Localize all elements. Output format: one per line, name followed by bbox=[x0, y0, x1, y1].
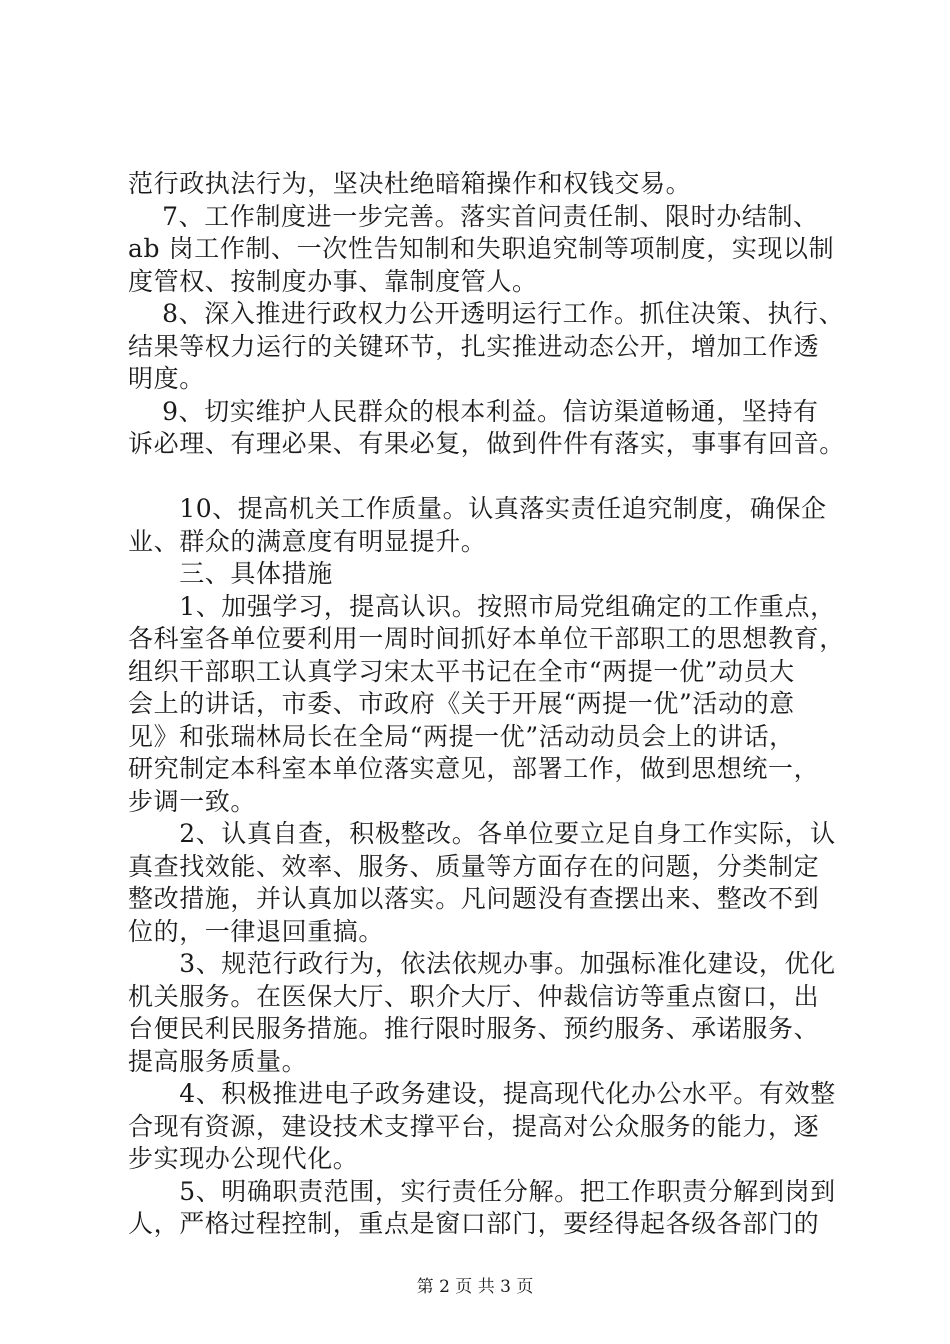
text-line: 7、工作制度进一步完善。落实首问责任制、限时办结制、 bbox=[128, 201, 819, 231]
text-line: 9、切实维护人民群众的根本利益。信访渠道畅通，坚持有 bbox=[128, 396, 819, 426]
text-line: 人，严格过程控制，重点是窗口部门，要经得起各级各部门的 bbox=[128, 1209, 820, 1238]
text-line: 步实现办公现代化。 bbox=[128, 1144, 359, 1173]
text-line: 5、明确职责范围，实行责任分解。把工作职责分解到岗到 bbox=[128, 1176, 836, 1206]
text-line: 会上的讲话，市委、市政府《关于开展“两提一优”活动的意 bbox=[128, 689, 795, 718]
text-line: 机关服务。在医保大厅、职介大厅、仲裁信访等重点窗口，出 bbox=[128, 981, 820, 1011]
text-line: 合现有资源，建设技术支撑平台，提高对公众服务的能力，逐 bbox=[128, 1111, 820, 1141]
text-line: 4、积极推进电子政务建设，提高现代化办公水平。有效整 bbox=[128, 1079, 836, 1108]
text-line: 三、具体措施 bbox=[128, 559, 333, 588]
text-line: 组织干部职工认真学习宋太平书记在全市“两提一优”动员大 bbox=[128, 656, 795, 686]
text-line: 3、规范行政行为，依法依规办事。加强标准化建设，优化 bbox=[128, 949, 836, 978]
text-line: 度管权、按制度办事、靠制度管人。 bbox=[128, 266, 538, 296]
text-line: 见》和张瑞林局长在全局“两提一优”活动动员会上的讲话， bbox=[128, 721, 795, 751]
text-line: 10、提高机关工作质量。认真落实责任追究制度，确保企 bbox=[128, 494, 827, 523]
text-line: 台便民利民服务措施。推行限时服务、预约服务、承诺服务、 bbox=[128, 1014, 820, 1043]
text-line: 2、认真自查，积极整改。各单位要立足自身工作实际，认 bbox=[128, 819, 836, 848]
text-line: 业、群众的满意度有明显提升。 bbox=[128, 526, 487, 556]
document-body bbox=[128, 168, 845, 1241]
blank-line bbox=[128, 461, 840, 494]
text-line: 步调一致。 bbox=[128, 786, 257, 816]
page-footer: 第 2 页 共 3 页 bbox=[416, 1277, 534, 1297]
text-line: 范行政执法行为，坚决杜绝暗箱操作和权钱交易。 bbox=[128, 169, 692, 198]
text-line: 研究制定本科室本单位落实意见，部署工作，做到思想统一， bbox=[128, 754, 820, 783]
text-line: 各科室各单位要利用一周时间抓好本单位干部职工的思想教育， bbox=[128, 624, 845, 653]
text-line: 诉必理、有理必果、有果必复，做到件件有落实，事事有回音。 bbox=[128, 429, 845, 458]
text-line: 明度。 bbox=[128, 364, 205, 393]
text-line: 整改措施，并认真加以落实。凡问题没有查摆出来、整改不到 bbox=[128, 884, 820, 913]
text-line: 1、加强学习，提高认识。按照市局党组确定的工作重点， bbox=[128, 591, 836, 621]
text-line: 结果等权力运行的关键环节，扎实推进动态公开，增加工作透 bbox=[128, 331, 820, 361]
text-line: ab 岗工作制、一次性告知制和失职追究制等项制度，实现以制 bbox=[128, 234, 835, 263]
text-line: 真查找效能、效率、服务、质量等方面存在的问题，分类制定 bbox=[128, 851, 820, 881]
text-line: 位的，一律退回重搞。 bbox=[128, 916, 385, 946]
text-line: 提高服务质量。 bbox=[128, 1046, 308, 1076]
text-line: 8、深入推进行政权力公开透明运行工作。抓住决策、执行、 bbox=[128, 299, 845, 328]
